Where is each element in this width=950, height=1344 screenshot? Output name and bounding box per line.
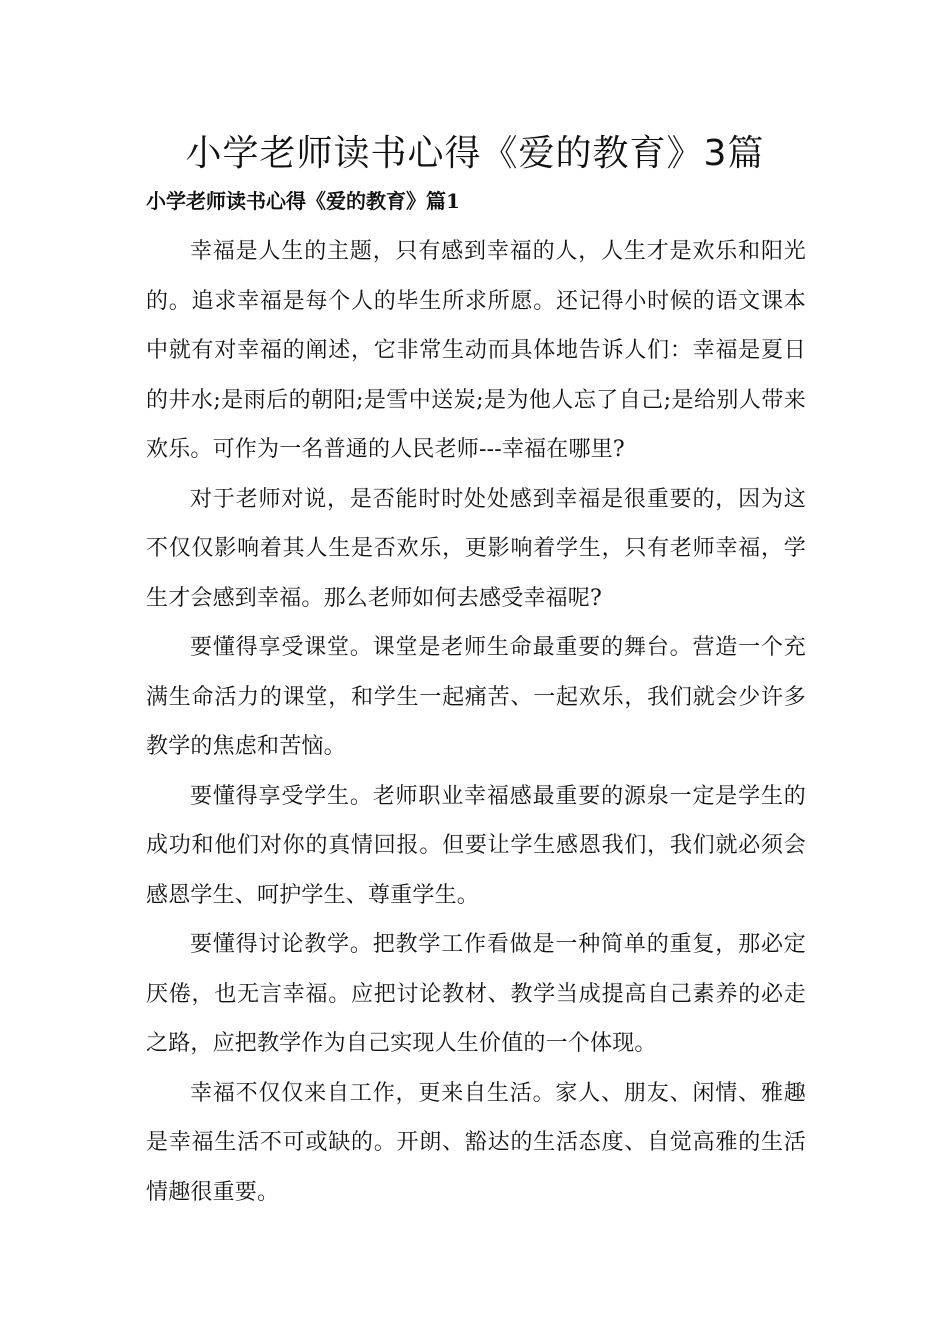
paragraph: 要懂得讨论教学。把教学工作看做是一种简单的重复，那必定厌倦，也无言幸福。应把讨论教材、教学当成提高自己素养的必走之路，应把教学作为自己实现人生价值的一个体现。 <box>146 932 806 1056</box>
paragraph: 要懂得享受学生。老师职业幸福感最重要的源泉一定是学生的成功和他们对你的真情回报。但要让学生感恩我们，我们就必须会感恩学生、呵护学生、尊重学生。 <box>146 783 806 908</box>
paragraph: 幸福不仅仅来自工作，更来自生活。家人、朋友、闲情、雅趣是幸福生活不可或缺的。开朗、豁达的生活态度、自觉高雅的生活情趣很重要。 <box>146 1080 806 1205</box>
section-heading: 小学老师读书心得《爱的教育》篇1 <box>146 189 460 213</box>
paragraph: 要懂得享受课堂。课堂是老师生命最重要的舞台。营造一个充满生命活力的课堂，和学生一起痛苦、一起欢乐，我们就会少许多教学的焦虑和苦恼。 <box>146 635 806 759</box>
document-body <box>146 227 806 1217</box>
document-title: 小学老师读书心得《爱的教育》3篇 <box>185 133 765 174</box>
paragraph: 对于老师对说，是否能时时处处感到幸福是很重要的，因为这不仅仅影响着其人生是否欢乐，更影响着学生，只有老师幸福，学生才会感到幸福。那么老师如何去感受幸福呢? <box>146 486 806 611</box>
paragraph: 幸福是人生的主题，只有感到幸福的人，人生才是欢乐和阳光的。追求幸福是每个人的毕生所求所愿。还记得小时候的语文课本中就有对幸福的阐述，它非常生动而具体地告诉人们：幸福是夏日的井水;是雨后的朝阳;是雪中送炭;是为他人忘了自己;是给别人带来欢乐。可作为一名普通的人民老师---幸福在哪里? <box>146 239 806 462</box>
